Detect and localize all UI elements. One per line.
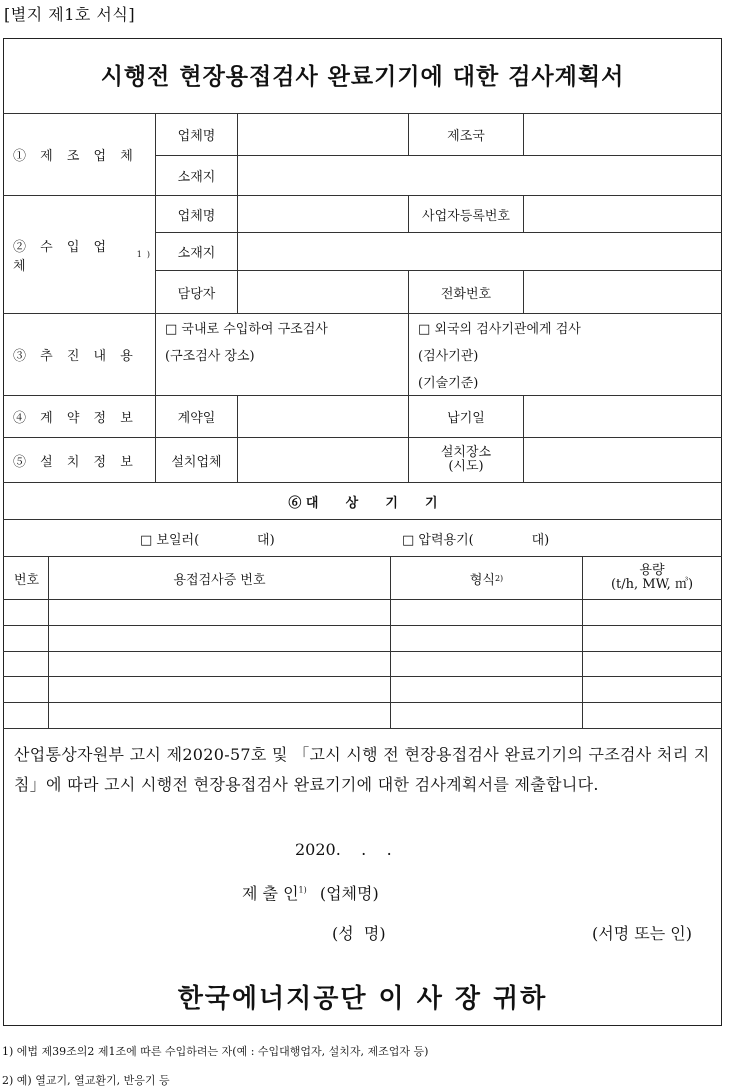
importer-manager-label: 담당자 bbox=[177, 286, 216, 302]
table-row[interactable] bbox=[5, 677, 721, 702]
form-title: 시행전 현장용접검사 완료기기에 대한 검사계획서 bbox=[100, 63, 625, 90]
table-row[interactable] bbox=[5, 703, 721, 728]
install-place-label-line2: (시도) bbox=[448, 459, 484, 474]
submitter-label: 제 출 인 bbox=[242, 884, 299, 903]
manufacturer-name-label: 업체명 bbox=[177, 129, 216, 144]
domestic-option-checkbox[interactable]: □ 국내로 수입하여 구조검사 bbox=[165, 322, 328, 337]
install-company-field[interactable] bbox=[238, 438, 408, 482]
model-footnote-mark: 2) bbox=[494, 573, 504, 583]
col-header-cert-no: 용접검사증 번호 bbox=[173, 572, 266, 588]
col-header-no: 번호 bbox=[13, 572, 40, 588]
importer-phone-label: 전화번호 bbox=[440, 286, 492, 302]
manufacturer-address-field[interactable] bbox=[238, 156, 721, 195]
plan-section-label: ③ 추 진 내 용 bbox=[13, 349, 138, 364]
col-header-capacity-text: 용량 bbox=[639, 563, 665, 578]
importer-manager-field[interactable] bbox=[238, 271, 408, 313]
manufacturer-section-label: ① 제 조 업 체 bbox=[13, 149, 138, 164]
domestic-place-label: (구조검사 장소) bbox=[165, 349, 255, 364]
manufacturer-country-field[interactable] bbox=[524, 114, 721, 155]
install-company-label: 설치업체 bbox=[171, 454, 222, 470]
form-label: [별지 제1호 서식] bbox=[4, 5, 136, 24]
boiler-checkbox[interactable]: □ 보일러( 대) bbox=[140, 533, 275, 548]
pressure-vessel-checkbox[interactable]: □ 압력용기( 대) bbox=[402, 533, 550, 548]
footnote-1: 1) 에법 제39조의2 제1조에 따른 수입하려는 자(예 : 수입대행업자, 설치자, 제조업자 등) bbox=[2, 1045, 429, 1058]
importer-address-field[interactable] bbox=[238, 233, 721, 270]
importer-section-text: ② 수 입 업 체 bbox=[13, 239, 112, 274]
col-header-model-text: 형식 bbox=[469, 572, 495, 588]
install-place-field[interactable] bbox=[524, 438, 721, 482]
foreign-option-checkbox[interactable]: □ 외국의 검사기관에게 검사 bbox=[418, 322, 581, 337]
addressee: 한국에너지공단 이 사 장 귀하 bbox=[177, 984, 548, 1014]
importer-biz-no-label: 사업자등록번호 bbox=[422, 208, 510, 224]
importer-name-label: 업체명 bbox=[177, 208, 216, 224]
submitter-line bbox=[242, 881, 379, 904]
col-header-capacity-units: (t/h, MW, ㎥) bbox=[610, 577, 694, 592]
table-row[interactable] bbox=[5, 600, 721, 625]
contract-date-field[interactable] bbox=[238, 396, 408, 437]
manufacturer-country-label: 제조국 bbox=[447, 129, 485, 144]
submitter-footnote-mark: 1) bbox=[298, 885, 307, 895]
importer-name-field[interactable] bbox=[238, 196, 408, 232]
install-place-label bbox=[409, 438, 523, 482]
signature-label: (서명 또는 인) bbox=[592, 924, 692, 943]
importer-footnote-mark: 1) bbox=[136, 250, 155, 259]
submission-date: 2020. . . bbox=[295, 840, 392, 859]
target-equipment-header: ⑥ 대 상 기 기 bbox=[288, 495, 438, 511]
importer-biz-no-field[interactable] bbox=[524, 196, 721, 232]
importer-address-label: 소재지 bbox=[177, 246, 216, 261]
importer-phone-field[interactable] bbox=[524, 271, 721, 313]
col-header-model bbox=[391, 557, 582, 599]
foreign-std-label: (기술기준) bbox=[418, 376, 479, 391]
contract-date-label: 계약일 bbox=[177, 411, 216, 426]
install-place-label-line1: 설치장소 bbox=[440, 445, 492, 460]
table-row[interactable] bbox=[5, 652, 721, 676]
submission-statement: 산업통상자원부 고시 제2020-57호 및 「고시 시행 전 현장용접검사 완료기기의 구조검사 처리 지침」에 따라 고시 시행전 현장용접검사 완료기기에 대한 검사계획서를 제출합니다. bbox=[14, 745, 710, 794]
delivery-date-field[interactable] bbox=[524, 396, 721, 437]
manufacturer-address-label: 소재지 bbox=[177, 170, 216, 185]
delivery-date-label: 납기일 bbox=[447, 411, 485, 426]
footnote-2: 2) 예) 열교기, 열교환기, 반응기 등 bbox=[2, 1074, 170, 1087]
foreign-org-label: (검사기관) bbox=[418, 349, 479, 364]
contract-section-label: ④ 계 약 정 보 bbox=[13, 411, 138, 426]
manufacturer-name-field[interactable] bbox=[238, 114, 408, 155]
install-section-label: ⑤ 설 치 정 보 bbox=[13, 454, 138, 470]
col-header-capacity bbox=[583, 557, 721, 599]
importer-section-label bbox=[5, 196, 155, 313]
submitter-company: (업체명) bbox=[319, 884, 379, 903]
submitter-name: (성 명) bbox=[332, 924, 386, 943]
table-row[interactable] bbox=[5, 626, 721, 651]
